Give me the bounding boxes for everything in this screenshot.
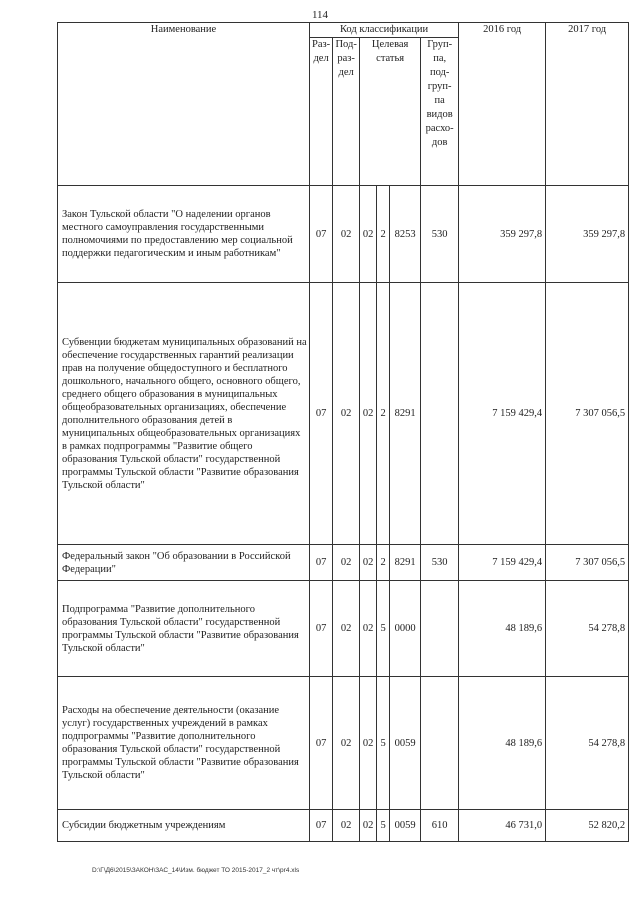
header-year-2016: 2016 год [459, 23, 546, 186]
row-target-part1: 02 [360, 810, 377, 842]
row-amount-2016: 46 731,0 [459, 810, 546, 842]
header-target-article: Целевая статья [360, 38, 421, 186]
row-target-part2: 5 [377, 810, 390, 842]
page-number: 114 [311, 9, 329, 21]
row-amount-2017: 7 307 056,5 [546, 283, 629, 545]
row-target-part2: 5 [377, 581, 390, 677]
row-target-part3: 0000 [390, 581, 421, 677]
row-target-part1: 02 [360, 677, 377, 810]
row-amount-2016: 48 189,6 [459, 677, 546, 810]
row-target-part1: 02 [360, 283, 377, 545]
row-name: Закон Тульской области "О наделении органов местного самоуправления государственными полномочиями по предоставлению мер социальной поддержки педагогическим и иным работникам" [58, 186, 310, 283]
row-amount-2017: 54 278,8 [546, 677, 629, 810]
header-razdel: Раз-дел [310, 38, 333, 186]
table-row [58, 545, 629, 581]
row-amount-2016: 359 297,8 [459, 186, 546, 283]
table-row [58, 677, 629, 810]
row-expense-group: 530 [421, 545, 459, 581]
row-razdel: 07 [310, 283, 333, 545]
budget-table [57, 22, 629, 842]
row-name: Субсидии бюджетным учреждениям [58, 810, 310, 842]
row-amount-2017: 52 820,2 [546, 810, 629, 842]
row-podrazdel: 02 [333, 581, 360, 677]
row-target-part3: 8291 [390, 283, 421, 545]
table-row [58, 581, 629, 677]
row-podrazdel: 02 [333, 810, 360, 842]
row-expense-group: 530 [421, 186, 459, 283]
row-name: Подпрограмма "Развитие дополнительного образования Тульской области" государственной программы Тульской области "Развитие образования Тульской области" [58, 581, 310, 677]
row-podrazdel: 02 [333, 186, 360, 283]
table-row [58, 186, 629, 283]
header-podrazdel: Под-раз-дел [333, 38, 360, 186]
file-path-footer: D:\Г\Д6\2015\ЗАКОН\ЗАС_14\Изм. бюджет ТО 2015-2017_2 чт\pr4.xls [92, 867, 300, 874]
row-target-part2: 5 [377, 677, 390, 810]
row-target-part3: 8291 [390, 545, 421, 581]
row-expense-group: 610 [421, 810, 459, 842]
table-row [58, 283, 629, 545]
row-amount-2017: 359 297,8 [546, 186, 629, 283]
row-expense-group [421, 283, 459, 545]
row-target-part1: 02 [360, 581, 377, 677]
row-target-part3: 8253 [390, 186, 421, 283]
row-target-part2: 2 [377, 283, 390, 545]
row-target-part2: 2 [377, 186, 390, 283]
row-target-part1: 02 [360, 186, 377, 283]
row-podrazdel: 02 [333, 545, 360, 581]
header-expense-group: Груп-па, под-груп-па видов расхо-дов [421, 38, 459, 186]
row-amount-2017: 54 278,8 [546, 581, 629, 677]
header-name: Наименование [58, 23, 310, 186]
row-target-part3: 0059 [390, 677, 421, 810]
row-expense-group [421, 581, 459, 677]
row-name: Расходы на обеспечение деятельности (оказание услуг) государственных учреждений в рамках подпрограммы "Развитие дополнительного образования Тульской области" государственной программы Тульской области "Развитие образования Тульской области" [58, 677, 310, 810]
row-amount-2016: 7 159 429,4 [459, 545, 546, 581]
row-razdel: 07 [310, 545, 333, 581]
row-razdel: 07 [310, 186, 333, 283]
row-expense-group [421, 677, 459, 810]
header-year-2017: 2017 год [546, 23, 629, 186]
row-amount-2017: 7 307 056,5 [546, 545, 629, 581]
header-code-group: Код классификации [310, 23, 459, 38]
row-target-part2: 2 [377, 545, 390, 581]
row-amount-2016: 48 189,6 [459, 581, 546, 677]
row-razdel: 07 [310, 581, 333, 677]
row-name: Федеральный закон "Об образовании в Российской Федерации" [58, 545, 310, 581]
row-target-part1: 02 [360, 545, 377, 581]
row-amount-2016: 7 159 429,4 [459, 283, 546, 545]
row-target-part3: 0059 [390, 810, 421, 842]
row-podrazdel: 02 [333, 283, 360, 545]
row-name: Субвенции бюджетам муниципальных образований на обеспечение государственных гарантий реализации прав на получение общедоступного и бесплатного дошкольного, начального общего, основного общего, среднего общего образования в муниципальных общеобразовательных организациях, обеспечение дополнительного образования детей в муниципальных общеобразовательных организациях в рамках подпрограммы "Развитие общего образования Тульской области" государственной программы Тульской области "Развитие образования Тульской области" [58, 283, 310, 545]
row-razdel: 07 [310, 810, 333, 842]
row-podrazdel: 02 [333, 677, 360, 810]
table-row [58, 810, 629, 842]
row-razdel: 07 [310, 677, 333, 810]
